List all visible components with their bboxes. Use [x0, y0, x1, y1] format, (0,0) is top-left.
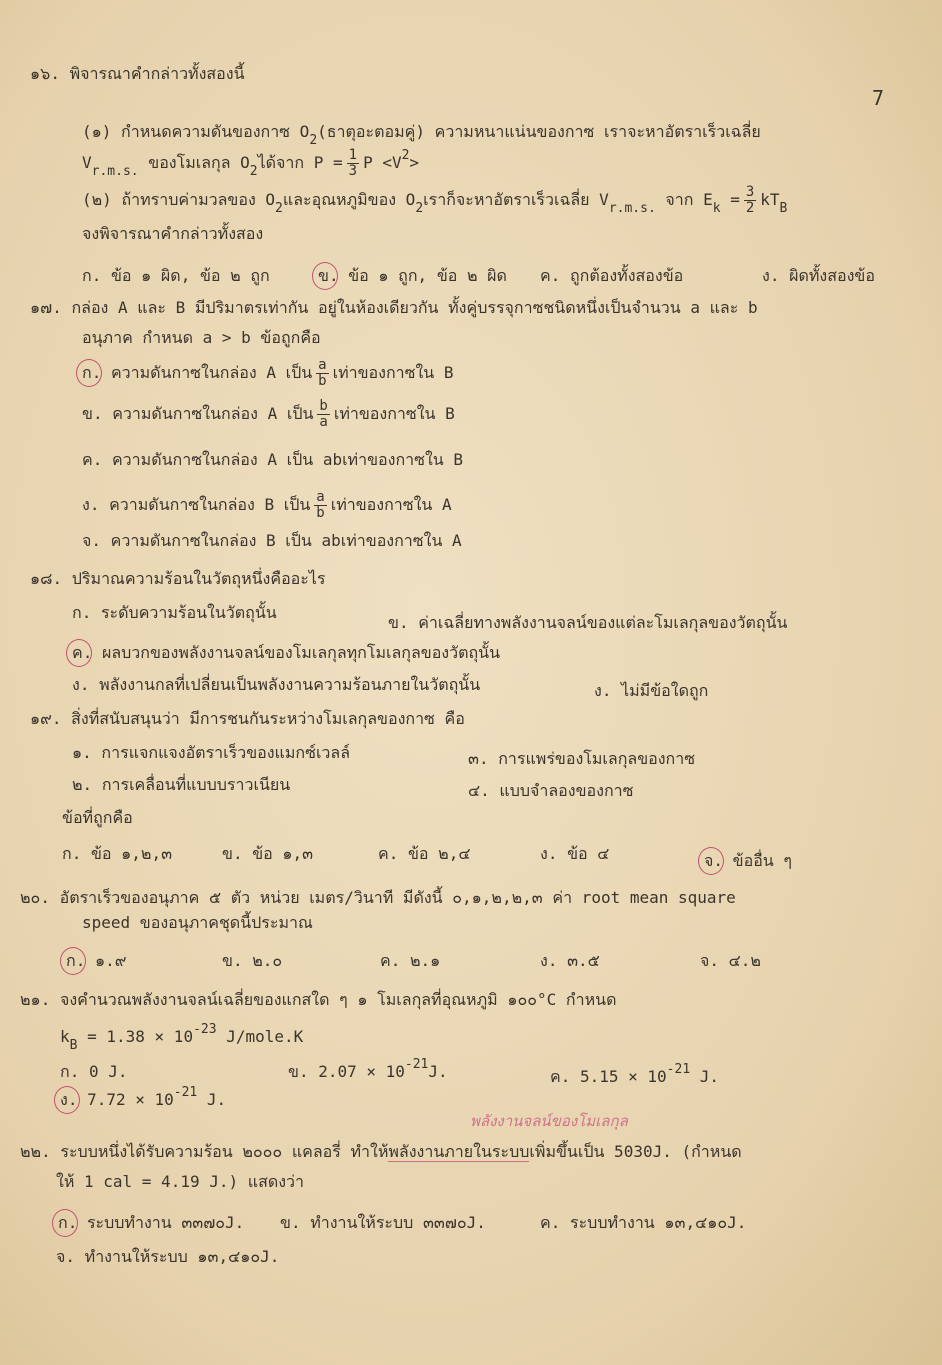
q22-choice-b: ข. ทำงานให้ระบบ ๓๓๗๐J. — [280, 1213, 486, 1232]
q18-choice-c-circled: ค. ผลบวกของพลังงานจลน์ของโมเลกุลทุกโมเลกุลของวัตถุนั้น — [72, 643, 942, 663]
q18-choice-b: ข. ค่าเฉลี่ยทางพลังงานจลน์ของแต่ละโมเลกุลของวัตถุนั้น — [388, 613, 788, 632]
q20-choice-d: ง. ๓.๕ — [540, 951, 600, 970]
q21-choices-row — [60, 1057, 942, 1087]
question-21-title: ๒๑. จงคำนวณพลังงานจลน์เฉลี่ยของแกสใด ๆ ๑ โมเลกุลที่อุณหภูมิ ๑๐๐°C กำหนด — [20, 990, 617, 1009]
q17-choice-d: ง. ความดันกาซในกล่อง B เป็น $\frac{a}{b}$ เท่าของกาซใน A — [82, 489, 452, 521]
q21-choice-d-circled: ง. $7.72 \times 10^{-21}$ J. — [60, 1090, 942, 1110]
q17-choice-c: ค. ความดันกาซในกล่อง A เป็น abเท่าของกาซใน B — [82, 450, 463, 469]
q18-choice-a: ก. ระดับความร้อนในวัตถุนั้น — [72, 603, 277, 622]
q16-statement-1-formula: $V_{r.m.s.}$ ของโมเลกุล $O_2$ได้จาก P = $\frac{1}{3}$ $P <V^2>$ — [82, 147, 420, 179]
q21-choice-a: ก. 0 J. — [60, 1062, 128, 1081]
q17-choice-e: จ. ความดันกาซในกล่อง B เป็น abเท่าของกาซใน A — [82, 531, 462, 550]
q22-choices-row — [58, 1213, 942, 1233]
q22-choice-c: ค. ระบบทำงาน ๑๓,๔๑๐J. — [540, 1213, 747, 1232]
q18-row-3 — [72, 675, 942, 701]
q17-line2: อนุภาค กำหนด a > b ข้อถูกคือ — [82, 328, 321, 347]
question-18-title: ๑๘. ปริมาณความร้อนในวัตถุหนึ่งคืออะไร — [30, 569, 326, 588]
q16-choice-c: ค. ถูกต้องทั้งสองข้อ — [540, 266, 684, 285]
q17-choice-a-circled: ก. ความดันกาซในกล่อง A เป็น $\frac{a}{b}$ เท่าของกาซใน B — [82, 357, 454, 389]
q17-choice-b: ข. ความดันกาซในกล่อง A เป็น $\frac{b}{a}$ เท่าของกาซใน B — [82, 398, 455, 430]
q16-choices-row — [82, 266, 942, 286]
q19-item-2: ๒. การเคลื่อนที่แบบบราวเนียน — [72, 775, 291, 794]
handwritten-note: พลังงานจลน์ของโมเลกุล — [470, 1112, 628, 1130]
q21-choice-c: ค. $5.15 \times 10^{-21}$ J. — [550, 1062, 720, 1086]
q18-choice-e: ง. ไม่มีข้อใดถูก — [594, 681, 709, 700]
q20-choice-e: จ. ๔.๒ — [700, 951, 761, 970]
q20-choices-row — [66, 951, 942, 971]
q19-choice-a: ก. ข้อ ๑,๒,๓ — [62, 844, 173, 863]
q20-line2: speed ของอนุภาคชุดนี้ประมาณ — [82, 913, 313, 932]
q20-choice-c: ค. ๒.๑ — [380, 951, 441, 970]
q18-choice-d: ง. พลังงานกลที่เปลี่ยนเป็นพลังงานความร้อนภายในวัตถุนั้น — [72, 675, 481, 694]
question-17-title: ๑๗. กล่อง A และ B มีปริมาตรเท่ากัน อยู่ในห้องเดียวกัน ทั้งคู่บรรจุกาซชนิดหนึ่งเป็นจำนวน a และ b — [30, 298, 758, 317]
fraction: $\frac{1}{3}$ — [348, 147, 358, 179]
q21-boltzmann-constant: $k_B = 1.38 \times 10^{-23}$ J/mole.K — [60, 1022, 304, 1053]
q16-statement-2: (๒) ถ้าทราบค่ามวลของ $O_2$และอุณหภูมิของ $O_2$เราก็จะหาอัตราเร็วเฉลี่ย $V_{r.m.s.}$ จาก $E_k$ = $\frac{3}{2}$ $kT_B$ — [82, 184, 788, 216]
question-20-title: ๒๐. อัตราเร็วของอนุภาค ๕ ตัว หน่วย เมตร/วินาที มีดังนี้ ๐,๑,๒,๒,๓ ค่า root mean square — [20, 888, 736, 907]
q16-prompt: จงพิจารณาคำกล่าวทั้งสอง — [82, 224, 264, 243]
q21-choice-b: ข. $2.07 \times 10^{-21}J$. — [288, 1057, 448, 1081]
q19-item-1: ๑. การแจกแจงอัตราเร็วของแมกซ์เวลล์ — [72, 743, 351, 762]
q19-choice-b: ข. ข้อ ๑,๓ — [222, 844, 314, 863]
q16-choice-b-circled: ข. ข้อ ๑ ถูก, ข้อ ๒ ผิด — [318, 266, 540, 286]
q18-row-1 — [72, 603, 942, 633]
q16-choice-a: ก. ข้อ ๑ ผิด, ข้อ ๒ ถูก — [82, 266, 270, 285]
fraction: $\frac{3}{2}$ — [745, 184, 755, 216]
q16-statement-1: (๑) กำหนดความดันของกาซ $O_2$(ธาตุอะตอมคู่) ความหนาแน่นของกาซ เราจะหาอัตราเร็วเฉลี่ย — [82, 122, 761, 148]
q22-choice-a-circled: ก. ระบบทำงาน ๓๓๗๐J. — [58, 1213, 245, 1232]
q16-choice-d: ง. ผิดทั้งสองข้อ — [762, 266, 875, 285]
q19-choice-e-circled: จ. ข้ออื่น ๆ — [704, 851, 792, 870]
q20-choice-a-circled: ก. ๑.๙ — [66, 951, 127, 970]
q19-choice-d: ง. ข้อ ๔ — [540, 844, 610, 863]
question-19-title: ๑๙. สิ่งที่สนับสนุนว่า มีการชนกันระหว่างโมเลกุลของกาซ คือ — [30, 709, 465, 728]
q20-choice-b: ข. ๒.๐ — [222, 951, 283, 970]
q19-choices-row — [62, 844, 942, 871]
q19-items-row-2 — [72, 775, 942, 801]
page-number: 7 — [872, 86, 885, 110]
q22-choice-e: จ. ทำงานให้ระบบ ๑๓,๔๑๐J. — [56, 1247, 280, 1266]
question-22-title: ๒๒. ระบบหนึ่งได้รับความร้อน ๒๐๐๐ แคลอรี่ ทำให้พลังงานภายในระบบเพิ่มขึ้นเป็น 5030J. (กำหนด — [20, 1142, 742, 1161]
q19-items-row-1 — [72, 743, 942, 769]
q19-prompt: ข้อที่ถูกคือ — [62, 808, 133, 827]
question-16-title: ๑๖. พิจารณาคำกล่าวทั้งสองนี้ — [30, 64, 245, 83]
q22-line2: ให้ 1 cal = 4.19 J.) แสดงว่า — [56, 1172, 304, 1191]
q19-item-3: ๓. การแพร่ของโมเลกุลของกาซ — [468, 749, 696, 768]
q19-item-4: ๔. แบบจำลองของกาซ — [468, 781, 634, 800]
q19-choice-c: ค. ข้อ ๒,๔ — [378, 844, 471, 863]
